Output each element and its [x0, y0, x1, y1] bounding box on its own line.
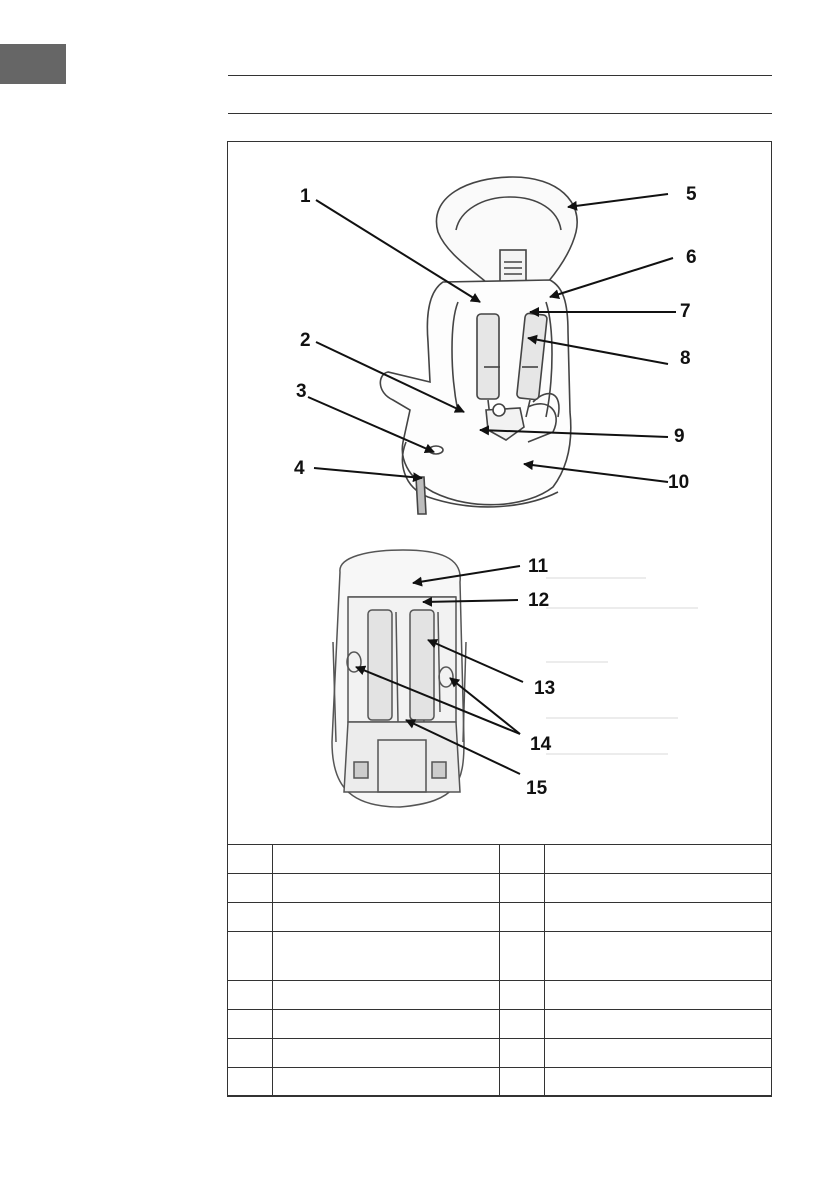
part-number	[228, 1068, 273, 1097]
part-number	[500, 1068, 545, 1097]
part-label	[545, 903, 772, 932]
table-row	[228, 1010, 772, 1039]
part-number	[228, 903, 273, 932]
table-row	[228, 874, 772, 903]
part-number	[228, 981, 273, 1010]
language-tab	[0, 44, 66, 84]
callout-15: 15	[526, 778, 548, 799]
callout-6: 6	[686, 247, 697, 268]
scan-marks	[546, 578, 698, 754]
callout-14: 14	[530, 734, 552, 755]
callout-10: 10	[668, 472, 690, 493]
part-label	[273, 845, 500, 874]
table-row	[228, 932, 772, 981]
callout-7: 7	[680, 301, 691, 322]
part-label	[545, 845, 772, 874]
callout-2: 2	[300, 330, 311, 351]
part-label	[273, 874, 500, 903]
callout-12: 12	[528, 590, 550, 611]
part-number	[500, 981, 545, 1010]
part-label	[545, 874, 772, 903]
callout-3: 3	[296, 381, 307, 402]
part-number	[228, 1010, 273, 1039]
part-number	[500, 1010, 545, 1039]
part-label	[273, 1010, 500, 1039]
part-number	[500, 903, 545, 932]
table-row	[228, 903, 772, 932]
part-label	[273, 1039, 500, 1068]
part-label	[273, 1068, 500, 1097]
callout-4: 4	[294, 458, 305, 479]
part-label	[273, 903, 500, 932]
callout-5: 5	[686, 184, 697, 205]
callout-11: 11	[528, 556, 549, 577]
header-rule-top	[228, 75, 772, 76]
part-label	[545, 981, 772, 1010]
part-label	[545, 932, 772, 981]
part-number	[228, 845, 273, 874]
callout-13: 13	[534, 678, 556, 699]
part-number	[500, 874, 545, 903]
callout-8: 8	[680, 348, 691, 369]
callout-9: 9	[674, 426, 685, 447]
part-number	[228, 874, 273, 903]
part-label	[545, 1010, 772, 1039]
part-label	[545, 1039, 772, 1068]
table-row	[228, 981, 772, 1010]
part-number	[500, 845, 545, 874]
part-label	[545, 1068, 772, 1097]
seat-rear-view	[332, 550, 466, 807]
part-number	[228, 932, 273, 981]
part-number	[228, 1039, 273, 1068]
figure-frame	[227, 141, 772, 1096]
part-number	[500, 1039, 545, 1068]
car-seat-illustration	[228, 142, 771, 844]
table-row	[228, 845, 772, 874]
part-number	[500, 932, 545, 981]
header-rule-bottom	[228, 113, 772, 114]
part-label	[273, 932, 500, 981]
table-row	[228, 1068, 772, 1097]
callout-1: 1	[300, 186, 311, 207]
table-row	[228, 1039, 772, 1068]
part-label	[273, 981, 500, 1010]
seat-front-view	[380, 177, 577, 514]
parts-table	[227, 844, 772, 1097]
